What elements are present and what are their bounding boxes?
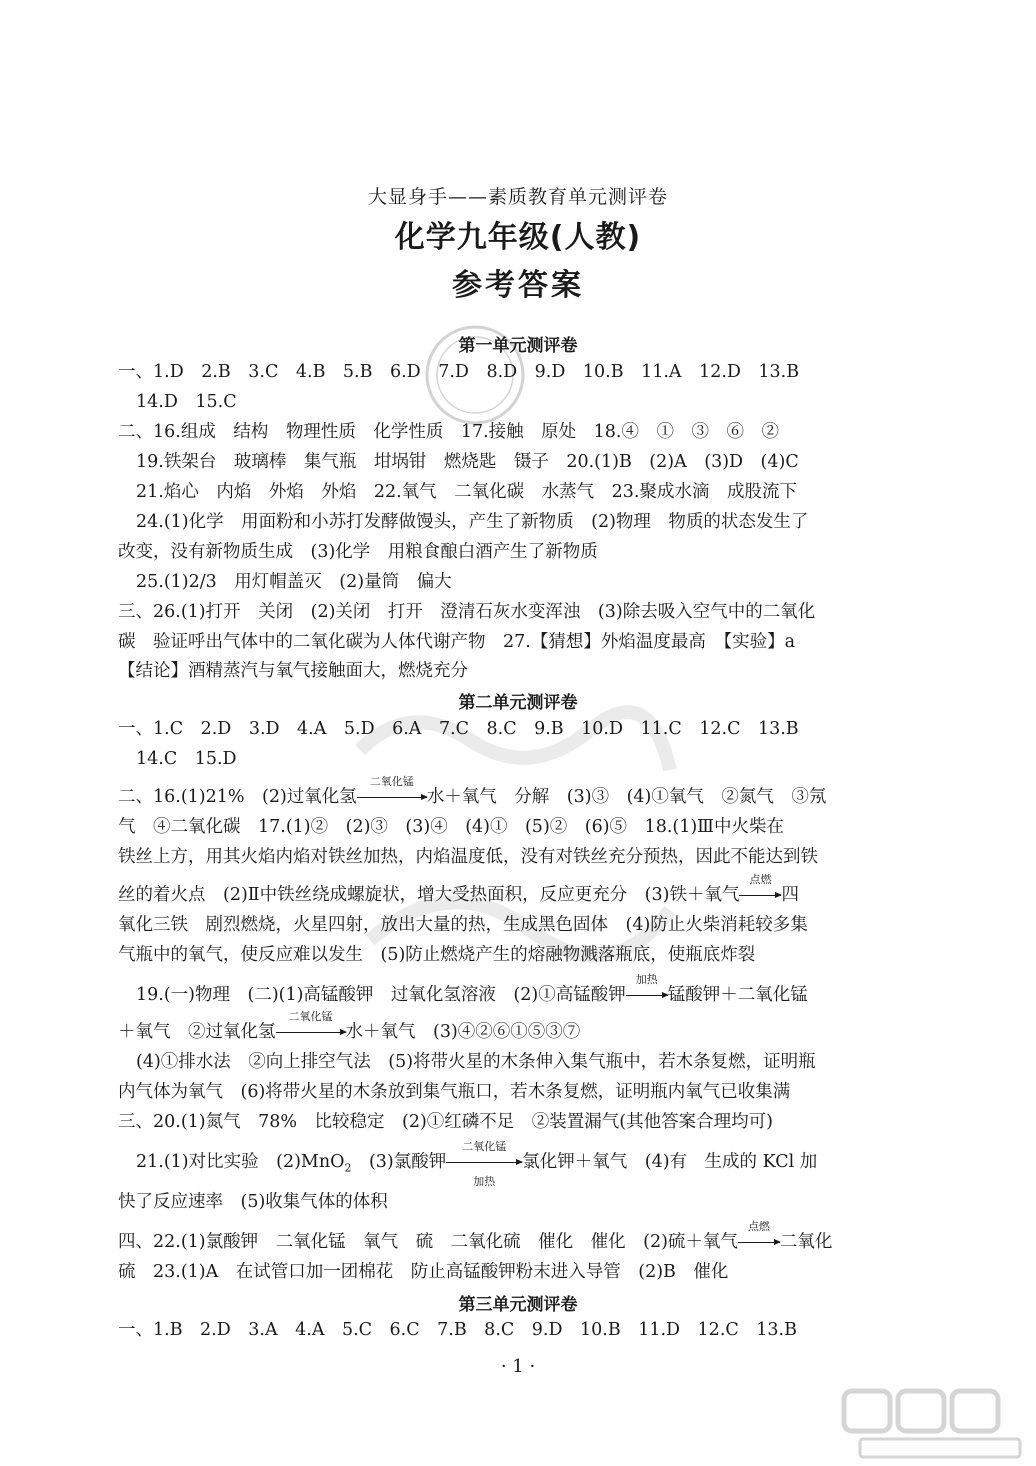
reaction-arrow: 点燃 <box>739 883 781 907</box>
answer-line: 一、1.B 2.D 3.A 4.A 5.C 6.C 7.B 8.C 9.D 10.B 11.D 12.C 13.B <box>118 1320 797 1340</box>
answer-line: 氧化三铁 剧烈燃烧，火星四射，放出大量的热，生成黑色固体 (4)防止火柴消耗较多集 <box>118 915 808 935</box>
answer-line-equation: 19.(一)物理 (二)(1)高锰酸钾 过氧化氢溶液 (2)①高锰酸钾 加热 锰酸钾＋二氧化锰 <box>136 973 808 1005</box>
answer-line: 14.D 15.C <box>136 392 237 412</box>
answer-line-equation: 四、22.(1)氯酸钾 二氧化锰 氧气 硫 二氧化硫 催化 催化 (2)硫＋氧气 点燃 二氧化 <box>118 1220 833 1252</box>
answer-line: 快了反应速率 (5)收集气体的体积 <box>118 1192 388 1212</box>
subject-title: 化学九年级(人教) <box>394 220 642 255</box>
answer-line-equation: 21.(1)对比实验 (2)MnO$_2$ (3)氯酸钾 二氧化锰 加热 氯化钾＋氧气 (4)有 生成的 KCl 加 <box>136 1140 818 1188</box>
answer-line: 一、1.C 2.D 3.D 4.A 5.D 6.A 7.C 8.C 9.B 10.D 11.C 12.C 13.B <box>118 719 799 739</box>
answer-line: 19.铁架台 玻璃棒 集气瓶 坩埚钳 燃烧匙 镊子 20.(1)B (2)A (3)D (4)C <box>136 452 799 472</box>
answer-line: 25.(1)2/3 用灯帽盖灭 (2)量筒 偏大 <box>136 572 452 592</box>
answer-line: 【结论】酒精蒸汽与氧气接触面大，燃烧充分 <box>118 661 468 681</box>
page-number: · 1 · <box>500 1356 536 1377</box>
reaction-arrow: 二氧化锰 <box>357 785 427 809</box>
section-title-unit-2: 第二单元测评卷 <box>458 693 578 713</box>
answer-line: 24.(1)化学 用面粉和小苏打发酵做馒头，产生了新物质 (2)物理 物质的状态发生了 <box>136 512 809 532</box>
answer-line: 三、26.(1)打开 关闭 (2)关闭 打开 澄清石灰水变浑浊 (3)除去吸入空气中的二氧化 <box>118 602 816 622</box>
series-title: 大显身手——素质教育单元测评卷 <box>367 186 668 208</box>
answer-line-equation: 二、16.(1)21% (2)过氧化氢 二氧化锰 水＋氧气 分解 (3)③ (4)①氧气 ②氮气 ③氖 <box>118 775 827 807</box>
answer-line: 三、20.(1)氮气 78% 比较稳定 (2)①红磷不足 ②装置漏气(其他答案合理均可) <box>118 1112 773 1132</box>
section-title-unit-3: 第三单元测评卷 <box>458 1295 578 1315</box>
answer-line: (4)①排水法 ②向上排空气法 (5)将带火星的木条伸入集气瓶中，若木条复燃，证明瓶 <box>136 1052 816 1072</box>
answer-line: 硫 23.(1)A 在试管口加一团棉花 防止高锰酸钾粉末进入导管 (2)B 催化 <box>118 1262 729 1282</box>
answer-line: 14.C 15.D <box>136 749 237 769</box>
site-logo-watermark <box>840 1385 1030 1463</box>
answer-line: 一、1.D 2.B 3.C 4.B 5.B 6.D 7.D 8.D 9.D 10.B 11.A 12.D 13.B <box>118 362 800 382</box>
reaction-arrow: 点燃 <box>738 1230 780 1254</box>
answer-line-equation: ＋氧气 ②过氧化氢 二氧化锰 水＋氧气 (3)④②⑥①⑤③⑦ <box>118 1010 581 1042</box>
document-title: 参考答案 <box>452 268 584 303</box>
answer-line: 改变，没有新物质生成 (3)化学 用粮食酿白酒产生了新物质 <box>118 542 598 562</box>
reaction-arrow: 加热 <box>626 983 668 1007</box>
answer-line: 内气体为氧气 (6)将带火星的木条放到集气瓶口，若木条复燃，证明瓶内氧气已收集满 <box>118 1082 791 1102</box>
section-title-unit-1: 第一单元测评卷 <box>458 336 578 356</box>
answer-line: 二、16.组成 结构 物理性质 化学性质 17.接触 原处 18.④ ① ③ ⑥ ② <box>118 422 779 442</box>
reaction-arrow: 二氧化锰 <box>276 1020 346 1044</box>
answer-line: 气 ④二氧化碳 17.(1)② (2)③ (3)④ (4)① (5)② (6)⑤ 18.(1)Ⅲ中火柴在 <box>118 817 785 837</box>
answer-line: 铁丝上方，用其火焰内焰对铁丝加热，内焰温度低，没有对铁丝充分预热，因此不能达到铁 <box>118 847 818 867</box>
answer-line: 气瓶中的氧气，使反应难以发生 (5)防止燃烧产生的熔融物溅落瓶底，使瓶底炸裂 <box>118 945 756 965</box>
answer-line: 碳 验证呼出气体中的二氧化碳为人体代谢产物 27.【猜想】外焰温度最高 【实验】a <box>118 632 796 652</box>
answer-line-equation: 丝的着火点 (2)Ⅱ中铁丝绕成螺旋状，增大受热面积，反应更充分 (3)铁＋氧气 点燃 四 <box>118 873 799 905</box>
answer-line: 21.焰心 内焰 外焰 外焰 22.氧气 二氧化碳 水蒸气 23.聚成水滴 成股流下 <box>136 482 797 502</box>
reaction-arrow: 二氧化锰 加热 <box>446 1150 522 1174</box>
